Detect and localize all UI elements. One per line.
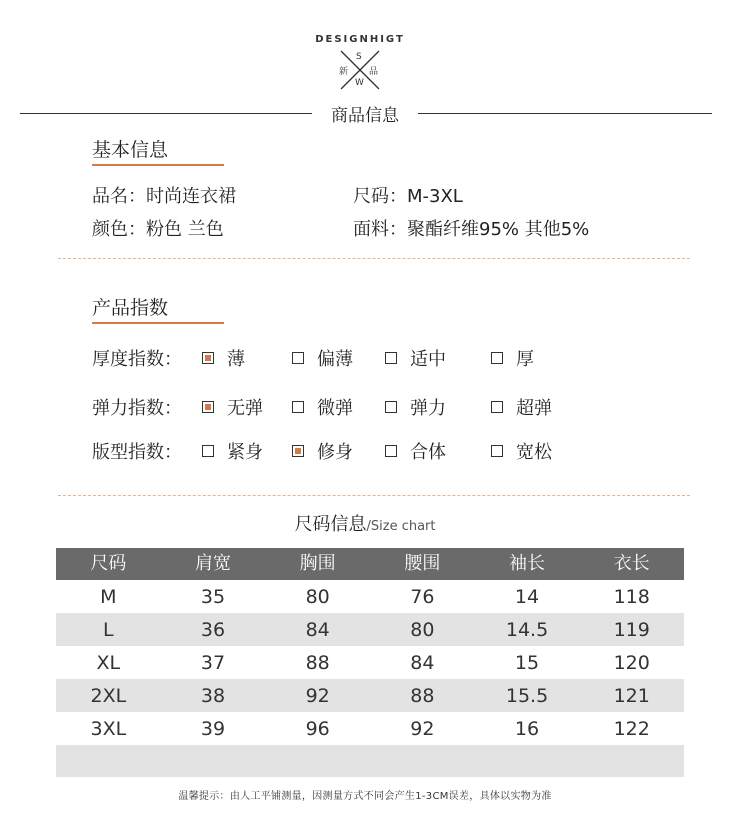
table-header-cell: 肩宽 <box>195 553 231 574</box>
checkbox[interactable] <box>491 352 503 364</box>
divider <box>58 495 690 496</box>
checkbox-checked[interactable] <box>292 445 304 457</box>
table-cell: 35 <box>200 586 226 608</box>
table-header-cell: 尺码 <box>90 553 127 574</box>
table-cell: 96 <box>305 718 330 740</box>
table-cell: 15.5 <box>505 685 549 707</box>
divider <box>58 258 690 259</box>
table-cell: 120 <box>613 652 650 674</box>
page-title: 商品信息 <box>331 106 399 126</box>
table-row <box>56 679 684 712</box>
index-option-label: 适中 <box>410 349 446 370</box>
index-option-label: 合体 <box>410 442 446 463</box>
table-cell: 88 <box>305 652 330 674</box>
table-cell: 84 <box>305 619 330 641</box>
checkbox[interactable] <box>385 352 397 364</box>
size-chart-title <box>0 510 730 536</box>
table-cell: 118 <box>613 586 650 608</box>
index-underline <box>92 322 224 324</box>
checkbox[interactable] <box>491 445 503 457</box>
size-table-header <box>56 548 684 580</box>
index-option-label: 薄 <box>227 349 245 370</box>
checkbox[interactable] <box>292 352 304 364</box>
logo-top: S <box>356 52 362 62</box>
index-row-label: 厚度指数： <box>92 349 182 370</box>
index-row-label: 版型指数： <box>92 442 182 463</box>
table-cell: 80 <box>410 619 435 641</box>
checkbox[interactable] <box>202 445 214 457</box>
measure-note: 温馨提示：由人工平铺测量，因测量方式不同会产生1-3CM误差，具体以实物为准 <box>178 791 552 802</box>
product-fabric: 面料：聚酯纤维95% 其他5% <box>353 219 590 240</box>
table-cell: 88 <box>410 685 435 707</box>
checkbox[interactable] <box>385 401 397 413</box>
table-cell: 14.5 <box>505 619 549 641</box>
table-cell: 122 <box>613 718 650 740</box>
table-cell: 80 <box>305 586 330 608</box>
table-cell: XL <box>96 652 121 674</box>
index-option-label: 微弹 <box>317 398 353 419</box>
index-option-label: 无弹 <box>227 398 263 419</box>
table-row <box>56 712 684 745</box>
table-cell: 92 <box>410 718 435 740</box>
logo-right: 品 <box>369 67 379 77</box>
table-cell: 76 <box>410 586 435 608</box>
index-option-label: 厚 <box>516 349 534 370</box>
logo-left: 新 <box>339 67 349 77</box>
index-option-label: 弹力 <box>410 398 446 419</box>
index-option-label: 偏薄 <box>317 349 353 370</box>
size-table-footer <box>56 745 684 777</box>
table-cell: 38 <box>200 685 226 707</box>
checkbox[interactable] <box>385 445 397 457</box>
logo-bottom: W <box>355 78 364 88</box>
table-cell: 15 <box>514 652 540 674</box>
basic-info-heading: 基本信息 <box>92 139 169 161</box>
table-row <box>56 646 684 679</box>
table-header-cell: 衣长 <box>613 553 650 574</box>
size-table-body <box>56 580 684 745</box>
table-cell: M <box>100 586 117 608</box>
product-name: 品名：时尚连衣裙 <box>92 186 236 207</box>
table-cell: 92 <box>305 685 330 707</box>
index-heading: 产品指数 <box>92 297 169 319</box>
index-option-label: 宽松 <box>516 442 552 463</box>
table-row <box>56 613 684 646</box>
table-header-cell: 袖长 <box>509 553 546 574</box>
table-header-cell: 腰围 <box>404 553 441 574</box>
product-color: 颜色：粉色 兰色 <box>92 219 224 240</box>
table-cell: 119 <box>613 619 650 641</box>
table-cell: 39 <box>200 718 226 740</box>
table-cell: 3XL <box>90 718 127 740</box>
checkbox-checked[interactable] <box>202 352 214 364</box>
index-option-label: 超弹 <box>516 398 552 419</box>
table-cell: 36 <box>200 619 226 641</box>
table-cell: 14 <box>514 586 540 608</box>
size-chart-title-zh: 尺码信息 <box>294 514 367 535</box>
table-cell: 2XL <box>90 685 127 707</box>
brand-name: DESIGNHIGT <box>315 34 405 45</box>
checkbox-checked[interactable] <box>202 401 214 413</box>
index-row-label: 弹力指数： <box>92 398 182 419</box>
basic-info-underline <box>92 164 224 166</box>
table-row <box>56 580 684 613</box>
table-cell: 16 <box>514 718 540 740</box>
table-cell: 37 <box>200 652 226 674</box>
checkbox[interactable] <box>491 401 503 413</box>
checkbox[interactable] <box>292 401 304 413</box>
table-header-cell: 胸围 <box>299 553 336 574</box>
size-chart-title-en: /Size chart <box>366 519 436 534</box>
product-size: 尺码：M-3XL <box>353 186 463 207</box>
table-cell: 121 <box>613 685 650 707</box>
title-rule-left <box>20 113 312 114</box>
index-option-label: 紧身 <box>227 442 263 463</box>
title-rule-right <box>418 113 712 114</box>
size-table <box>56 548 684 777</box>
table-cell: L <box>103 619 114 641</box>
table-cell: 84 <box>410 652 435 674</box>
index-option-label: 修身 <box>317 442 353 463</box>
